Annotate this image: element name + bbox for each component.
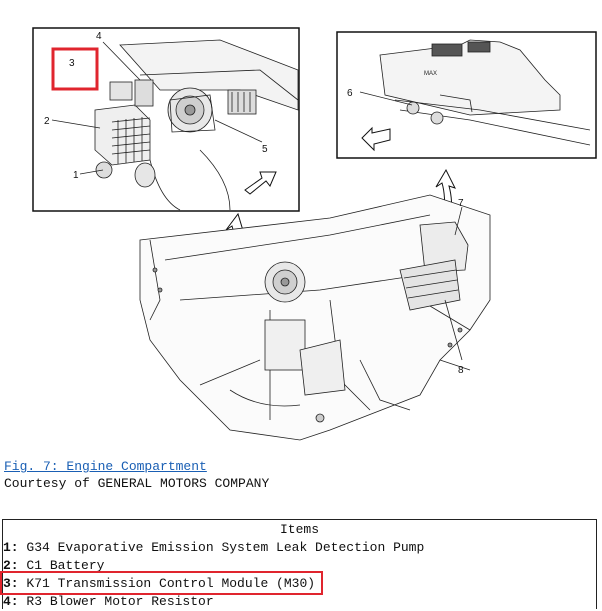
- item-3-highlight: [0, 571, 323, 595]
- item-text: C1 Battery: [18, 558, 105, 573]
- callout-4: 4: [96, 31, 102, 42]
- figure-caption-link[interactable]: Fig. 7: Engine Compartment: [4, 459, 207, 474]
- item-number: 2:: [3, 558, 19, 573]
- callout-3: 3: [69, 58, 75, 69]
- item-row-4: [3, 593, 596, 611]
- items-table: [2, 519, 597, 609]
- callout-2: 2: [44, 116, 50, 127]
- vehicle-front-drawing: [140, 195, 490, 440]
- callout-6: 6: [347, 88, 353, 99]
- item-number: 3:: [3, 576, 19, 591]
- reservoir-max-label: MAX: [424, 71, 438, 77]
- item-text: G34 Evaporative Emission System Leak Detection Pump: [18, 540, 425, 555]
- item-text: R3 Blower Motor Resistor: [18, 594, 214, 609]
- item-number: 1:: [3, 540, 19, 555]
- item-number: 4:: [3, 594, 19, 609]
- callout-8: 8: [458, 365, 464, 376]
- item-row-1: [3, 539, 596, 557]
- callout-7: 7: [458, 198, 464, 209]
- items-table-header: Items: [279, 522, 319, 537]
- figure-credit: Courtesy of GENERAL MOTORS COMPANY: [4, 476, 270, 491]
- callout-1: 1: [73, 170, 79, 181]
- item-text: K71 Transmission Control Module (M30): [18, 576, 316, 591]
- callout-5: 5: [262, 144, 268, 155]
